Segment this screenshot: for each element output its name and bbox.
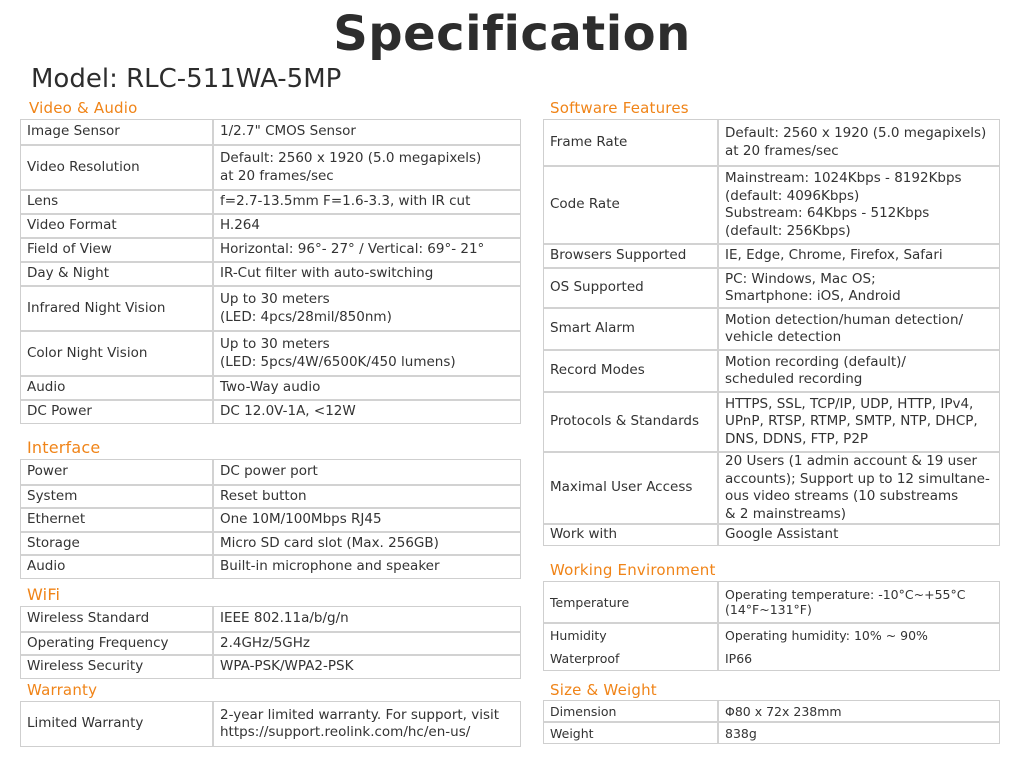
spec-label: Record Modes [544,351,719,391]
spec-label: Audio [21,556,214,578]
spec-value [719,245,999,267]
spec-value-text: IR-Cut filter with auto-switching [220,265,434,282]
software-features-table [543,119,1000,546]
spec-row-protocols-standards [544,391,999,451]
spec-label: Waterproof [544,646,719,670]
spec-label: Frame Rate [544,120,719,165]
spec-value [214,146,520,189]
spec-row-smart-alarm [544,307,999,349]
spec-value-text: f=2.7-13.5mm F=1.6-3.3, with IR cut [220,193,471,210]
spec-label: Ethernet [21,509,214,531]
spec-value [719,723,999,743]
spec-value [719,309,999,349]
spec-value-text: 20 Users (1 admin account & 19 user accounts); Support up to 12 simultane- ous video streams (10 substreams & 2 mainstreams) [725,453,990,522]
spec-label: Limited Warranty [21,702,214,746]
spec-value [214,633,520,654]
spec-value-text: Motion detection/human detection/ vehicle detection [725,311,964,345]
spec-label: Protocols & Standards [544,393,719,451]
spec-row-video-resolution [21,144,520,189]
spec-value [214,239,520,261]
spec-label: Maximal User Access [544,453,719,523]
spec-label: Video Resolution [21,146,214,189]
spec-value [719,646,999,670]
spec-value [214,556,520,578]
spec-row-image-sensor [21,120,520,144]
spec-value [719,351,999,391]
spec-value-text: Built-in microphone and speaker [220,558,440,575]
spec-row-wireless-security [21,654,520,678]
wifi-table [20,606,521,679]
spec-value-text: Reset button [220,487,307,504]
spec-value-text: Default: 2560 x 1920 (5.0 megapixels) at 20 frames/sec [220,150,482,184]
spec-value-text: H.264 [220,217,260,234]
spec-value-text: DC power port [220,463,318,480]
section-heading-working-environment: Working Environment [550,561,716,579]
spec-value [719,525,999,545]
spec-value [214,332,520,375]
spec-label: Work with [544,525,719,545]
spec-value [214,656,520,678]
spec-value-text: 838g [725,725,757,741]
spec-value [719,453,999,523]
spec-label: Storage [21,533,214,554]
spec-value [719,167,999,243]
spec-value-text: Φ80 x 72x 238mm [725,703,842,719]
section-heading-software-features: Software Features [550,99,689,117]
section-heading-video-audio: Video & Audio [29,99,138,117]
page-title: Specification [333,6,691,62]
spec-value-text: DC 12.0V-1A, <12W [220,403,356,420]
spec-value [214,401,520,423]
spec-row-code-rate [544,165,999,243]
spec-row-waterproof [544,646,999,670]
spec-value [214,263,520,285]
spec-value [719,701,999,721]
spec-value-text: Operating humidity: 10% ~ 90% [725,627,928,643]
spec-row-frame-rate [544,120,999,165]
spec-value-text: Default: 2560 x 1920 (5.0 megapixels) at 20 frames/sec [725,125,987,159]
spec-row-humidity [544,622,999,646]
spec-row-temperature [544,582,999,622]
spec-label: OS Supported [544,269,719,307]
section-heading-interface: Interface [27,438,101,457]
spec-value [214,191,520,213]
interface-table [20,459,521,579]
spec-value [214,533,520,554]
spec-value [719,582,999,622]
spec-value [214,607,520,631]
spec-row-power [21,460,520,484]
spec-row-field-of-view [21,237,520,261]
spec-value-text: WPA-PSK/WPA2-PSK [220,658,354,675]
spec-row-os-supported [544,267,999,307]
spec-value-text: 2.4GHz/5GHz [220,634,311,651]
spec-value-text: PC: Windows, Mac OS; Smartphone: iOS, Android [725,270,901,304]
spec-value [719,624,999,646]
model-name: Model: RLC-511WA-5MP [31,64,342,94]
spec-row-color-night-vision [21,330,520,375]
section-heading-size-weight: Size & Weight [550,681,657,699]
size-weight-table [543,700,1000,744]
spec-row-browsers-supported [544,243,999,267]
spec-row-video-format [21,213,520,237]
spec-row-ethernet [21,507,520,531]
spec-value-text: Operating temperature: -10°C~+55°C (14°F~131°F) [725,587,966,617]
spec-value-text: Horizontal: 96°- 27° / Vertical: 69°- 21° [220,241,485,258]
spec-row-weight [544,721,999,743]
spec-label: Dimension [544,701,719,721]
spec-label: Operating Frequency [21,633,214,654]
spec-value [214,377,520,399]
spec-value [214,460,520,484]
spec-row-dimension [544,701,999,721]
spec-value-text: IP66 [725,650,753,666]
spec-value-text: IEEE 802.11a/b/g/n [220,610,349,627]
spec-value [214,120,520,144]
spec-value [214,509,520,531]
spec-value [214,486,520,507]
spec-value [719,120,999,165]
spec-label: Power [21,460,214,484]
spec-label: Smart Alarm [544,309,719,349]
spec-label: Audio [21,377,214,399]
spec-label: Wireless Security [21,656,214,678]
spec-row-audio [21,554,520,578]
spec-row-record-modes [544,349,999,391]
spec-value [214,702,520,746]
spec-label: Video Format [21,215,214,237]
spec-value-text: Micro SD card slot (Max. 256GB) [220,534,439,551]
video-audio-table [20,119,521,424]
spec-row-storage [21,531,520,554]
spec-row-system [21,484,520,507]
spec-label: Browsers Supported [544,245,719,267]
spec-value-text: Up to 30 meters (LED: 4pcs/28mil/850nm) [220,291,392,325]
spec-row-day-night [21,261,520,285]
spec-label: Lens [21,191,214,213]
spec-value-text: 2-year limited warranty. For support, visit https://support.reolink.com/hc/en-us/ [220,706,500,740]
spec-row-dc-power [21,399,520,423]
warranty-table [20,701,521,747]
spec-label: System [21,486,214,507]
spec-row-lens [21,189,520,213]
spec-value [214,215,520,237]
spec-label: Field of View [21,239,214,261]
spec-value-text: Two-Way audio [220,379,321,396]
spec-row-infrared-night-vision [21,285,520,330]
section-heading-warranty: Warranty [27,681,98,699]
spec-label: Infrared Night Vision [21,287,214,330]
spec-value-text: Motion recording (default)/ scheduled recording [725,353,906,387]
spec-label: Code Rate [544,167,719,243]
spec-label: Humidity [544,624,719,646]
spec-label: DC Power [21,401,214,423]
spec-row-maximal-user-access [544,451,999,523]
spec-value-text: HTTPS, SSL, TCP/IP, UDP, HTTP, IPv4, UPnP, RTSP, RTMP, SMTP, NTP, DHCP, DNS, DDNS, FTP, P2P [725,395,978,447]
spec-label: Day & Night [21,263,214,285]
spec-label: Image Sensor [21,120,214,144]
working-environment-table [543,581,1000,671]
spec-value [719,269,999,307]
spec-row-audio [21,375,520,399]
spec-value-text: Google Assistant [725,526,839,543]
spec-row-limited-warranty [21,702,520,746]
spec-value-text: Mainstream: 1024Kbps - 8192Kbps (default: 4096Kbps) Substream: 64Kbps - 512Kbps (default: 256Kbps) [725,170,962,239]
spec-label: Wireless Standard [21,607,214,631]
spec-row-wireless-standard [21,607,520,631]
spec-value-text: One 10M/100Mbps RJ45 [220,511,382,528]
spec-row-work-with [544,523,999,545]
spec-value [719,393,999,451]
section-heading-wifi: WiFi [27,585,61,604]
spec-value-text: Up to 30 meters (LED: 5pcs/4W/6500K/450 lumens) [220,336,456,370]
spec-row-operating-frequency [21,631,520,654]
spec-value-text: 1/2.7" CMOS Sensor [220,123,356,140]
spec-label: Temperature [544,582,719,622]
spec-label: Weight [544,723,719,743]
spec-value [214,287,520,330]
spec-label: Color Night Vision [21,332,214,375]
spec-value-text: IE, Edge, Chrome, Firefox, Safari [725,247,943,264]
